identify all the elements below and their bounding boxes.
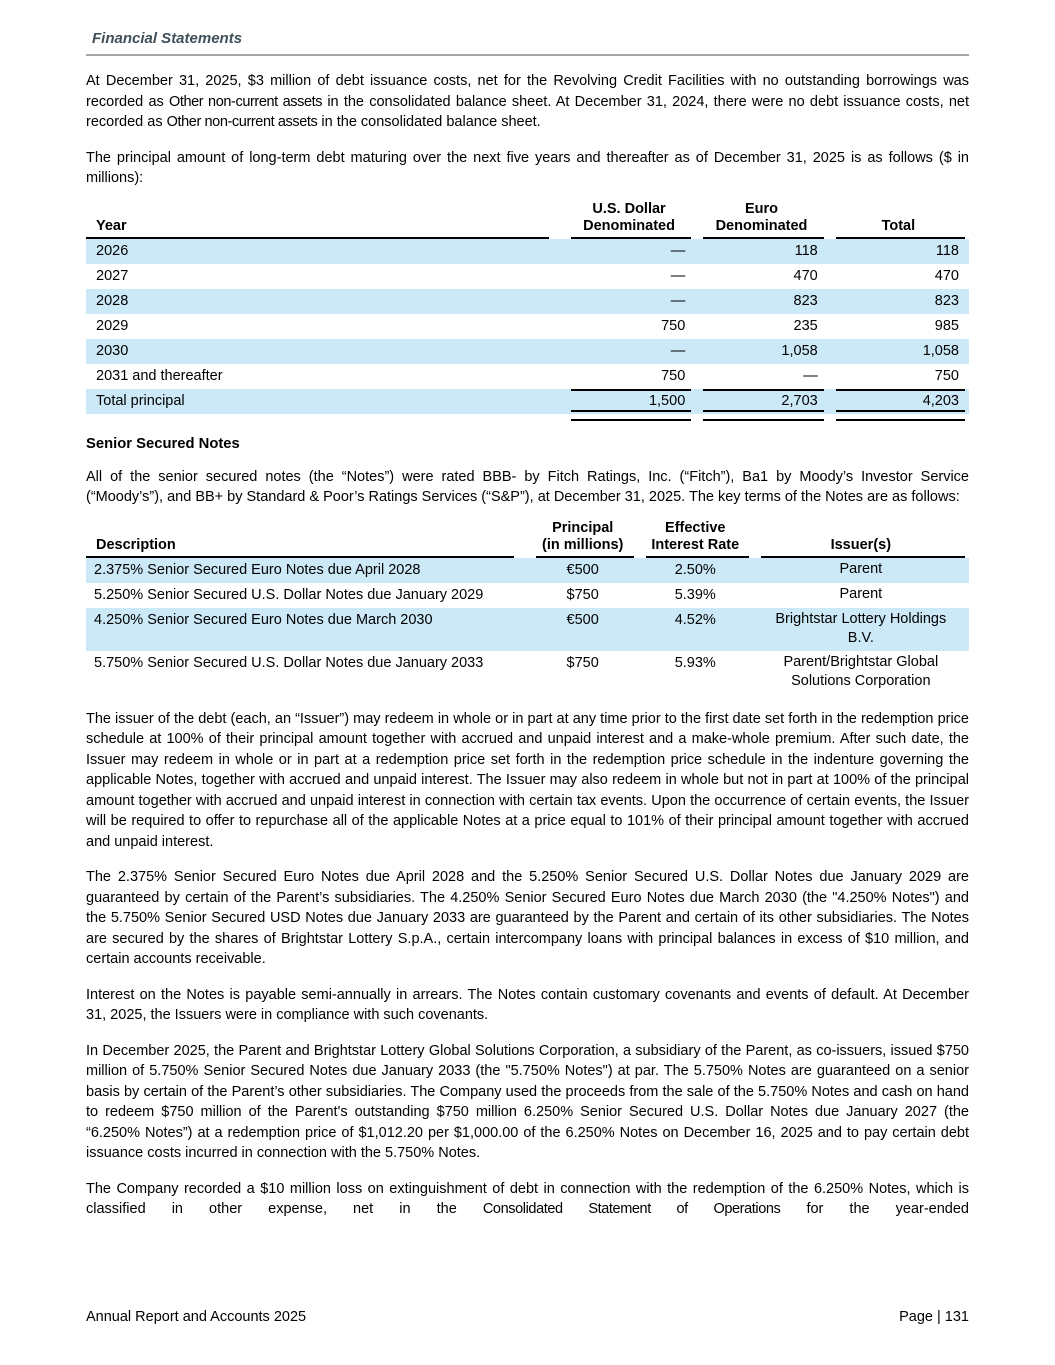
section-heading: Senior Secured Notes [86,435,240,452]
paragraph-loss-extinguishment [86,1179,969,1220]
paragraph-redemption: The issuer of the debt (each, an “Issuer”) may redeem in whole or in part at any time prior to the first date set forth in the redemption price schedule at 100% of their principal amount together with accrued and unpaid interest and a make-whole premium. After such date, the Issuer may redeem in whole or in part at a redemption price set forth in the redemption price schedule in the indenture governing the applicable Notes, together with accrued and unpaid interest. The Issuer may also redeem in whole but not in part at 100% of the principal amount together with accrued and unpaid interest in connection with certain tax events. Upon the occurrence of certain events, the Issuer will be required to offer to repurchase all of the applicable Notes at a price equal to 101% of their principal amount together with accrued and unpaid interest. [86,710,969,850]
cell-description: 4.250% Senior Secured Euro Notes due March 2030 [86,608,528,651]
column-header-line: U.S. Dollar [592,200,666,217]
column-header-principal [528,518,638,558]
footer-page-number: Page | 131 [899,1309,969,1325]
table-row [86,608,969,651]
cell-issuer: Brightstar Lottery Holdings B.V. [753,608,969,651]
cell-description: 5.750% Senior Secured U.S. Dollar Notes due January 2033 [94,654,484,671]
cell-description: 5.250% Senior Secured U.S. Dollar Notes due January 2029 [94,586,484,603]
paragraph-covenants: Interest on the Notes is payable semi-annually in arrears. The Notes contain customary covenants and events of default. At December 31, 2025, the Issuers were in compliance with such covenants. [86,986,969,1023]
page-title: Financial Statements [92,30,243,47]
cell-rate: 4.52% [638,608,753,651]
column-header-line: (in millions) [542,536,624,553]
table-row [86,364,969,389]
cell-euro: 823 [695,289,827,314]
cell-issuer: Parent/Brightstar Global Solutions Corporation [783,653,939,689]
table-row [86,289,969,314]
cell-year: Total principal [86,389,563,414]
text-segment: in the consolidated balance sheet. [317,114,541,130]
cell-euro: 118 [695,239,827,264]
inline-term: Other non-current assets [168,93,323,110]
cell-total: 985 [934,317,959,334]
cell-euro: 2,703 [695,389,827,414]
column-header-issuers: Issuer(s) [753,518,969,558]
cell-total: 4,203 [828,389,969,414]
cell-total: 470 [934,267,959,284]
paragraph-guarantees: The 2.375% Senior Secured Euro Notes due April 2028 and the 5.250% Senior Secured U.S. Dollar Notes due January 2029 are guaranteed by certain of the Parent’s subsidiaries. The 4.250% Senior Secured Euro Notes due March 2030 (the "4.250% Notes") and the 5.750% Senior Secured USD Notes due January 2033 are guaranteed by the Parent and certain of its other subsidiaries. The Notes are secured by the shares of Brightstar Lottery S.p.A., certain intercompany loans with principal balances in excess of $10 million, and certain accounts receivable. [86,869,969,967]
notes-table-header [86,518,969,558]
title-divider [86,54,969,56]
table-row [86,239,969,264]
cell-usd: — [563,289,695,314]
cell-year: 2027 [96,267,129,284]
column-header-line: Euro [744,200,778,217]
cell-year: 2030 [86,339,563,364]
cell-principal: $750 [566,586,599,603]
column-header-usd [563,199,695,239]
cell-usd: — [563,339,695,364]
cell-description: 2.375% Senior Secured Euro Notes due April 2028 [86,558,528,583]
cell-year: 2029 [96,317,129,334]
cell-usd: 1,500 [563,389,695,414]
cell-euro: 1,058 [695,339,827,364]
cell-year: 2028 [86,289,563,314]
cell-usd: 750 [661,367,686,384]
cell-euro: 235 [793,317,818,334]
cell-usd: 750 [661,317,686,334]
column-header-line: Denominated [583,217,675,234]
column-header-line: Effective [665,519,726,536]
table-row [86,651,969,694]
cell-total: 118 [828,239,969,264]
cell-usd: — [670,267,686,284]
column-header-total: Total [828,199,969,239]
cell-total: 1,058 [828,339,969,364]
cell-year: 2026 [86,239,563,264]
table-header-row [86,518,969,558]
column-header-year: Year [86,199,563,239]
text-segment: in the consolidated balance sheet. At December 31, 2024, there were no debt issuance costs, net recorded as [86,93,969,130]
column-header-line: Principal [552,519,614,536]
maturity-table-header [86,199,969,239]
cell-rate: 5.93% [674,654,716,671]
text-segment: The Company recorded a $10 million loss on extinguishment of debt in connection with the redemption of the 6.250% Notes, which is classified in other expense, net in the [86,1180,969,1217]
cell-issuer: Parent [839,585,883,602]
table-row [86,583,969,608]
column-header-line: Denominated [715,217,808,234]
column-header-euro [695,199,827,239]
table-row [86,339,969,364]
cell-issuer: Parent [753,558,969,583]
cell-year: 2031 and thereafter [96,367,223,384]
column-header-description: Description [86,518,528,558]
maturity-table [86,199,969,414]
cell-rate: 2.50% [638,558,753,583]
footer-report-title: Annual Report and Accounts 2025 [86,1309,307,1325]
cell-rate: 5.39% [674,586,716,603]
cell-total: 823 [828,289,969,314]
cell-total: 750 [934,367,959,384]
table-header-row [86,199,969,239]
page-footer [86,1309,969,1325]
column-header-rate [638,518,753,558]
paragraph-ratings: All of the senior secured notes (the “Notes”) were rated BBB- by Fitch Ratings, Inc. (“Fitch”), Ba1 by Moody’s Investor Service (“Moody’s”), and BB+ by Standard & Poor’s Ratings Services (“S&P”), at December 31, 2025. The key terms of the Notes are as follows: [86,468,969,505]
text-segment: for the year-ended [780,1201,970,1217]
paragraph-debt-issuance [86,71,969,133]
text-segment: At December 31, 2025, $3 million of debt issuance costs, net for the Revolving Credit Facilities with no outstanding borrowings was recorded as [86,73,969,110]
paragraph-maturity-intro: The principal amount of long-term debt maturing over the next five years and thereafter as of December 31, 2025 is as follows ($ in millions): [86,149,969,186]
notes-table [86,518,969,694]
cell-euro: — [803,367,818,384]
column-header-line: Interest Rate [651,536,740,553]
paragraph-new-issuance: In December 2025, the Parent and Brightstar Lottery Global Solutions Corporation, a subsidiary of the Parent, as co-issuers, issued $750 million of 5.750% Senior Secured Notes due January 2033 (the "5.750% Notes") at par. The 5.750% Notes are guaranteed on a senior basis by certain of the Parent’s other subsidiaries. The Company used the proceeds from the sale of the 5.750% Notes and cash on hand to redeem $750 million of the Parent's outstanding $750 million 6.250% Senior Secured U.S. Dollar Notes due January 2027 (the “6.250% Notes”) at a redemption price of $1,012.20 per $1,000.00 of the 6.250% Notes on December 16, 2025 and to pay certain debt issuance costs incurred in connection with the 5.750% Notes. [86,1042,969,1161]
table-row [86,264,969,289]
cell-principal: €500 [528,558,638,583]
table-row [86,558,969,583]
table-row [86,314,969,339]
cell-principal: $750 [566,654,599,671]
inline-term: Other non-current assets [166,114,318,130]
table-row-total [86,389,969,414]
cell-principal: €500 [528,608,638,651]
cell-usd: — [563,239,695,264]
inline-term: Consolidated Statement of Operations [482,1201,781,1217]
cell-euro: 470 [793,267,818,284]
